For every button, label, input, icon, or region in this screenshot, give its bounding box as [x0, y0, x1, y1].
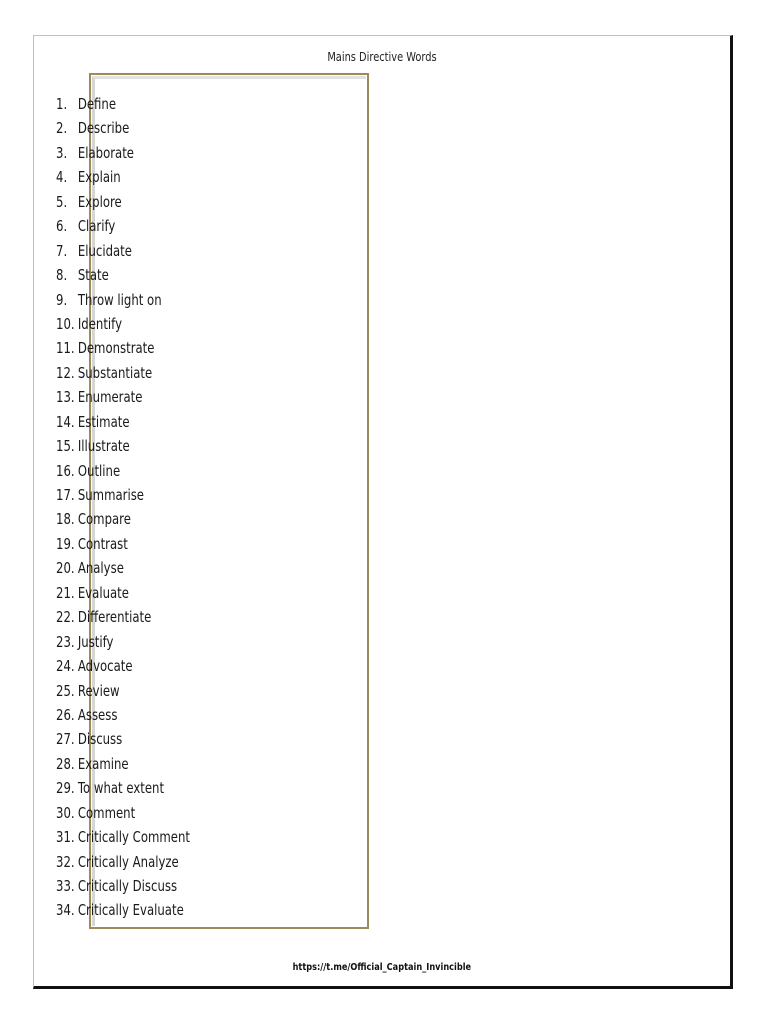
list-item-number: 12. — [56, 363, 75, 382]
list-item-word: Differentiate — [77, 608, 152, 627]
list-item-number: 19. — [56, 534, 75, 553]
list-item-number: 30. — [56, 803, 75, 822]
list-item-word: Discuss — [77, 730, 123, 749]
list-item-word: Compare — [77, 510, 131, 529]
list-item-word: Illustrate — [77, 437, 130, 456]
list-item-word: Critically Comment — [77, 828, 190, 847]
list-item — [56, 776, 190, 800]
list-item-word: Critically Evaluate — [77, 901, 184, 920]
list-item — [56, 165, 190, 189]
list-item-number: 14. — [56, 412, 75, 431]
list-item — [56, 141, 190, 165]
list-item — [56, 507, 190, 531]
list-item-number: 15. — [56, 437, 75, 456]
list-item — [56, 214, 190, 238]
list-item — [56, 898, 190, 922]
list-item-number: 4. — [56, 168, 68, 187]
list-item — [56, 581, 190, 605]
list-item-number: 1. — [56, 95, 68, 113]
list-item-number: 8. — [56, 266, 68, 285]
list-item — [56, 336, 190, 360]
list-item-number: 24. — [56, 657, 75, 676]
list-item-word: Justify — [77, 632, 114, 651]
list-item-number: 23. — [56, 632, 75, 651]
list-item-number: 16. — [56, 461, 75, 480]
list-item-number: 33. — [56, 877, 75, 895]
list-item — [56, 459, 190, 483]
list-item — [56, 532, 190, 556]
list-item-number: 13. — [56, 388, 75, 407]
list-item — [56, 92, 190, 116]
list-item-word: Critically Analyze — [77, 852, 179, 871]
list-item-word: Assess — [77, 705, 118, 724]
list-item-word: Analyse — [77, 559, 124, 578]
list-item-number: 2. — [56, 119, 68, 138]
list-item — [56, 263, 190, 287]
list-item-number: 31. — [56, 828, 75, 847]
list-item — [56, 850, 190, 874]
list-item — [56, 434, 190, 458]
list-item — [56, 239, 190, 263]
list-item-number: 11. — [56, 339, 75, 358]
list-item-number: 21. — [56, 583, 75, 602]
list-item — [56, 556, 190, 580]
list-item — [56, 410, 190, 434]
list-item — [56, 288, 190, 312]
list-item — [56, 654, 190, 678]
list-item-word: Substantiate — [77, 363, 153, 382]
list-item-word: Elaborate — [77, 143, 135, 162]
list-item-word: Explain — [77, 168, 121, 187]
list-item-number: 17. — [56, 486, 75, 504]
list-item — [56, 116, 190, 140]
list-item-number: 27. — [56, 730, 75, 749]
list-item — [56, 605, 190, 629]
list-item — [56, 385, 190, 409]
list-item — [56, 825, 190, 849]
list-item-word: Summarise — [77, 486, 145, 504]
list-item-number: 6. — [56, 217, 68, 236]
list-item-word: Define — [77, 95, 117, 113]
list-item-word: Describe — [77, 119, 130, 138]
list-item-word: Enumerate — [77, 388, 143, 407]
list-item — [56, 727, 190, 751]
list-item-number: 32. — [56, 852, 75, 871]
list-item-number: 34. — [56, 901, 75, 920]
list-item-word: Identify — [77, 314, 123, 333]
list-item — [56, 703, 190, 727]
page-title: Mains Directive Words — [327, 50, 437, 64]
list-item-word: Comment — [77, 803, 136, 822]
list-item-number: 28. — [56, 754, 75, 773]
list-item-word: Elucidate — [77, 241, 132, 260]
list-item-word: State — [77, 266, 109, 285]
list-item — [56, 874, 190, 898]
list-item — [56, 801, 190, 825]
list-item — [56, 190, 190, 214]
list-item — [56, 483, 190, 507]
list-item-number: 5. — [56, 192, 68, 211]
list-item-number: 25. — [56, 681, 75, 700]
list-item-number: 9. — [56, 290, 68, 309]
footer-link-text[interactable]: https://t.me/Official_Captain_Invincible — [292, 962, 472, 973]
list-item — [56, 312, 190, 336]
list-item-number: 29. — [56, 779, 75, 798]
list-item-word: Clarify — [77, 217, 116, 236]
list-item-word: Evaluate — [77, 583, 129, 602]
list-item — [56, 752, 190, 776]
list-item-word: Explore — [77, 192, 122, 211]
list-item-word: Estimate — [77, 412, 130, 431]
list-item — [56, 630, 190, 654]
list-item-word: Outline — [77, 461, 121, 480]
list-item-word: Review — [77, 681, 120, 700]
list-item — [56, 679, 190, 703]
list-item-number: 7. — [56, 241, 68, 260]
list-item-number: 10. — [56, 314, 75, 333]
list-item-number: 22. — [56, 608, 75, 627]
footer-link[interactable] — [34, 962, 730, 973]
list-item-word: Contrast — [77, 534, 128, 553]
list-item-number: 18. — [56, 510, 75, 529]
list-item-number: 3. — [56, 143, 68, 162]
list-item-word: To what extent — [77, 779, 165, 798]
list-item-word: Demonstrate — [77, 339, 155, 358]
document-page — [33, 35, 733, 989]
list-item-word: Throw light on — [77, 290, 162, 309]
list-item-word: Critically Discuss — [77, 877, 178, 895]
list-item-word: Examine — [77, 754, 129, 773]
list-item-number: 26. — [56, 705, 75, 724]
list-item-word: Advocate — [77, 657, 133, 676]
list-item — [56, 361, 190, 385]
list-item-number: 20. — [56, 559, 75, 578]
directive-list — [56, 92, 228, 923]
